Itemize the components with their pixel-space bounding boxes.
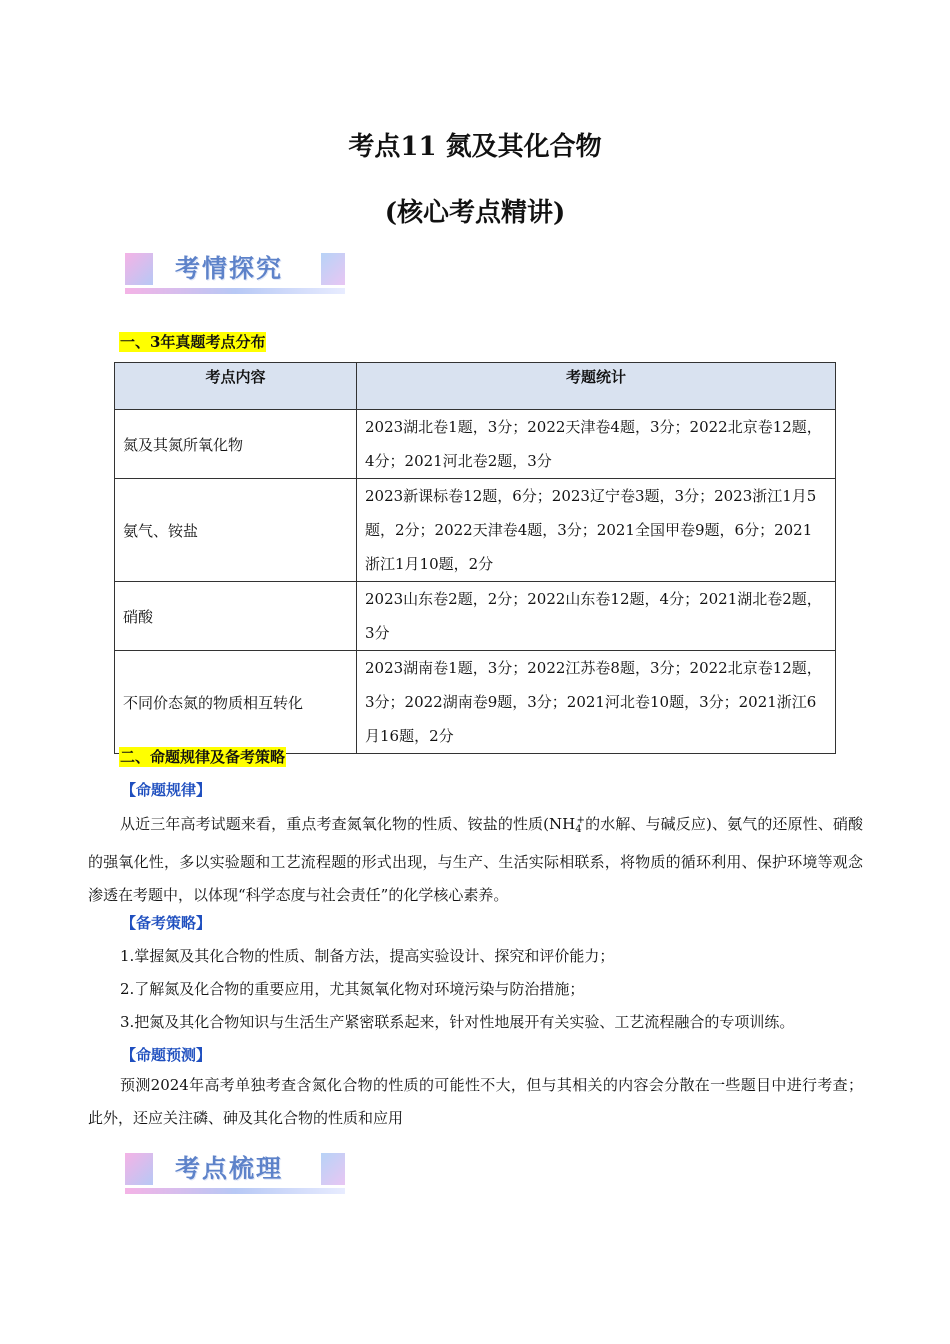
formula-superscript: + [576, 815, 585, 826]
table-cell-topic: 硝酸 [115, 582, 357, 651]
strategy-item: 1.掌握氮及其化合物的性质、制备方法，提高实验设计、探究和评价能力； [120, 947, 615, 965]
page-subtitle: (核心考点精讲) [384, 198, 566, 228]
page-title: 考点11 氮及其化合物 [348, 132, 602, 162]
banner-decor-square [321, 253, 345, 285]
forecast-paragraph: 预测2024年高考单独考查含氮化合物的性质的可能性不大，但与其相关的内容会分散在一些题目中进行考查；此外，还应关注磷、砷及其化合物的性质和应用 [88, 1076, 863, 1127]
strategy-item: 2.了解氮及化合物的重要应用，尤其氮氧化物对环境污染与防治措施； [120, 980, 585, 998]
section-heading-strategy: 二、命题规律及备考策略 [120, 748, 286, 766]
table-header-stats: 考题统计 [357, 363, 836, 410]
table-cell-stats: 2023湖南卷1题，3分；2022江苏卷8题，3分；2022北京卷12题，3分；2022湖南卷9题，3分；2021河北卷10题，3分；2021浙江6月16题，2分 [357, 651, 836, 754]
table-header-row [115, 363, 836, 410]
table-row [115, 582, 836, 651]
formula-subscript: 4 [575, 824, 582, 835]
rule-paragraph [88, 804, 863, 912]
strategy-label: 【备考策略】 [121, 914, 212, 932]
table-row [115, 651, 836, 754]
banner-decor-square [125, 253, 153, 285]
banner-title: 考点梳理 [175, 1154, 284, 1183]
rule-text-start: 从近三年高考试题来看，重点考查氮氧化物的性质、铵盐的性质(NH [120, 815, 576, 833]
table-cell-topic: 不同价态氮的物质相互转化 [115, 651, 357, 754]
rule-label: 【命题规律】 [121, 781, 212, 799]
table-cell-stats: 2023山东卷2题，2分；2022山东卷12题，4分；2021湖北卷2题，3分 [357, 582, 836, 651]
exam-distribution-table [114, 362, 836, 754]
table-cell-topic: 氮及其氮所氧化物 [115, 410, 357, 479]
forecast-label: 【命题预测】 [121, 1046, 212, 1064]
banner-underline [125, 288, 345, 294]
section-banner-exam-analysis [125, 250, 345, 296]
section-banner-knowledge [125, 1150, 345, 1196]
section-heading-distribution: 一、3年真题考点分布 [120, 333, 266, 351]
banner-decor-square [125, 1153, 153, 1185]
table-row [115, 410, 836, 479]
table-cell-stats: 2023湖北卷1题，3分；2022天津卷4题，3分；2022北京卷12题，4分；2021河北卷2题，3分 [357, 410, 836, 479]
table-cell-stats: 2023新课标卷12题，6分；2023辽宁卷3题，3分；2023浙江1月5题，2分；2022天津卷4题，3分；2021全国甲卷9题，6分；2021浙江1月10题，2分 [357, 479, 836, 582]
banner-decor-square [321, 1153, 345, 1185]
banner-title: 考情探究 [175, 254, 284, 283]
rule-text-end: 的水解、与碱反应)、氨气的还原性、硝酸的强氧化性，多以实验题和工艺流程题的形式出现，与生产、生活实际相联系，将物质的循环利用、保护环境等观念渗透在考题中，以体现“科学态度与社会责任”的化学核心素养。 [88, 815, 864, 904]
strategy-item: 3.把氮及其化合物知识与生活生产紧密联系起来，针对性地展开有关实验、工艺流程融合的专项训练。 [120, 1013, 795, 1031]
banner-underline [125, 1188, 345, 1194]
table-row [115, 479, 836, 582]
table-cell-topic: 氨气、铵盐 [115, 479, 357, 582]
table-header-topic: 考点内容 [115, 363, 357, 410]
